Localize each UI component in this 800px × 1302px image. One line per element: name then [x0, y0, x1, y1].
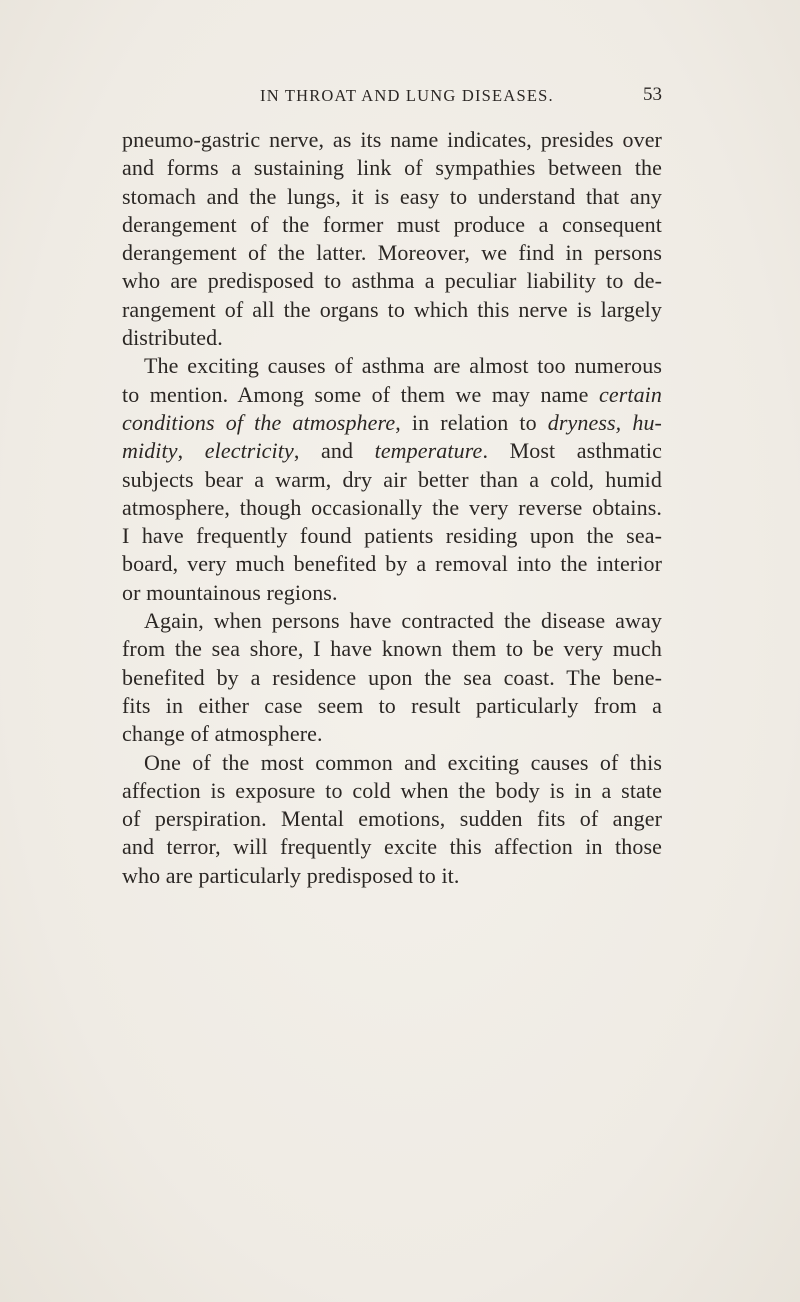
italic-run: temperature [374, 438, 483, 464]
text-run: to mention. Among some of them we may name [122, 381, 599, 407]
body-text [122, 126, 662, 890]
text-line: Again, when persons have contracted the disease away [144, 608, 662, 634]
text-line: or mountainous regions. [122, 579, 338, 605]
text-line [122, 409, 662, 437]
text-line: stomach and the lungs, it is easy to understand that any [122, 183, 662, 209]
text-run: , [177, 438, 205, 464]
text-run: . Most asthmatic [482, 438, 663, 464]
italic-run: electricity [204, 438, 294, 464]
text-line: The exciting causes of asthma are almost too numerous [144, 353, 662, 379]
page-number: 53 [643, 84, 662, 105]
italic-run: conditions of the atmosphere [122, 409, 396, 435]
text-line: One of the most common and exciting causes of this [144, 749, 662, 775]
text-line: of perspiration. Mental emotions, sudden fits of anger [122, 806, 662, 832]
text-line: and forms a sustaining link of sympathies between the [122, 155, 662, 181]
text-line: pneumo-gastric nerve, as its name indicates, presides over [122, 127, 662, 152]
text-line: subjects bear a warm, dry air better than a cold, humid [122, 466, 662, 492]
text-line: and terror, will frequently excite this affection in those [122, 834, 662, 860]
text-line: I have frequently found patients residing upon the sea- [122, 523, 662, 549]
text-line: rangement of all the organs to which this nerve is largely [122, 296, 662, 322]
text-line: derangement of the former must produce a consequent [122, 211, 662, 237]
italic-run: midity [122, 438, 178, 464]
text-line: fits in either case seem to result particularly from a [122, 692, 662, 718]
text-line: from the sea shore, I have known them to be very much [122, 636, 662, 662]
text-line: derangement of the latter. Moreover, we find in persons [122, 240, 662, 266]
text-run: , and [293, 438, 375, 464]
italic-run: dryness, hu- [547, 409, 662, 435]
page-header [122, 86, 662, 114]
text-line: who are predisposed to asthma a peculiar liability to de- [122, 268, 662, 294]
text-line: distributed. [122, 325, 223, 351]
text-line: board, very much benefited by a removal into the interior [122, 551, 662, 577]
text-line: affection is exposure to cold when the body is in a state [122, 777, 662, 803]
text-run: , in relation to [395, 409, 548, 435]
text-line [122, 381, 662, 409]
text-line: atmosphere, though occasionally the very reverse obtains. [122, 494, 662, 520]
text-line: who are particularly predisposed to it. [122, 862, 460, 888]
text-line: benefited by a residence upon the sea coast. The bene- [122, 664, 662, 690]
italic-run: certain [598, 381, 662, 407]
text-line [122, 437, 662, 465]
running-head: IN THROAT AND LUNG DISEASES. [260, 86, 554, 105]
text-line: change of atmosphere. [122, 721, 323, 747]
